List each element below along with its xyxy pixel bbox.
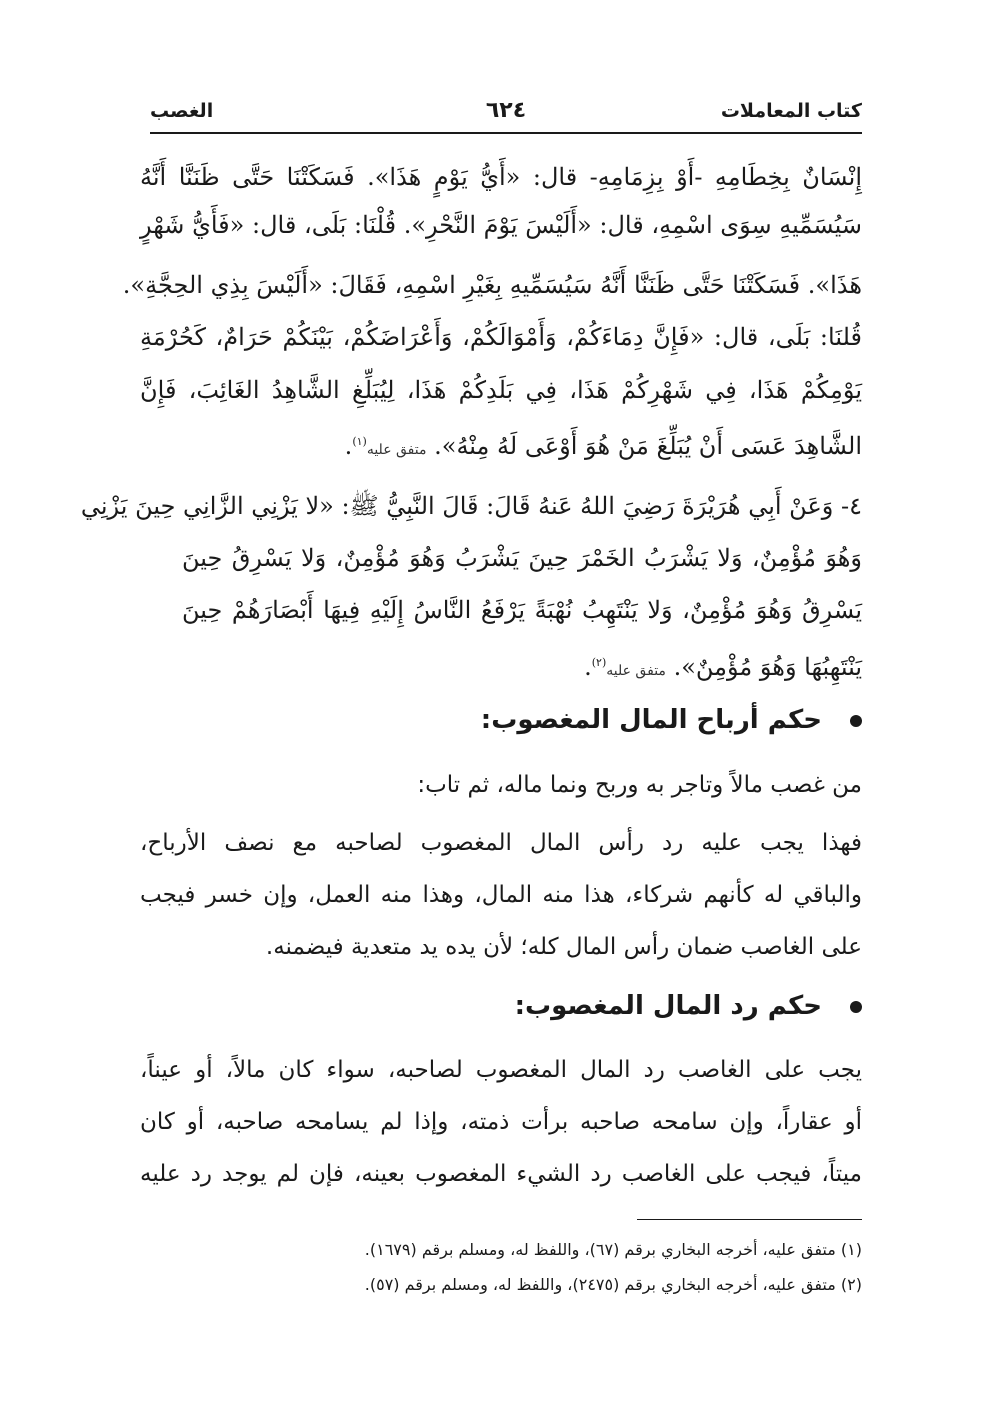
- section2-line: أو عقاراً، وإن سامحه صاحبه برأت ذمته، وإذا لم يسامحه صاحبه، أو كان: [140, 1109, 862, 1135]
- chapter-title: الغصب: [150, 100, 214, 122]
- hadith1-line: إِنْسَانٌ بِخِطَامِهِ -أَوْ بِزِمَامِهِ- قال: «أَيُّ يَوْمٍ هَذَا». فَسَكَتْنَا حَتَّى ظَنَنَّا أَنَّهُ: [140, 163, 862, 191]
- hadith1-line: سَيُسَمِّيهِ سِوَى اسْمِهِ، قال: «أَلَيْسَ يَوْمَ النَّحْرِ». قُلْنَا: بَلَى، قال: «فَأَيُّ شَهْرٍ: [140, 211, 862, 239]
- hadith2-text-end: يَنْتَهِبُهَا وَهُوَ مُؤْمِنٌ».: [673, 653, 862, 681]
- hadith1-line: يَوْمِكُمْ هَذَا، فِي شَهْرِكُمْ هَذَا، فِي بَلَدِكُمْ هَذَا، لِيُبَلِّغِ الشَّاهِدُ الغَائِبَ، فَإِنَّ: [140, 376, 862, 404]
- bullet-icon: [850, 1001, 862, 1013]
- bullet-icon: [850, 715, 862, 727]
- hadith2-line: يَسْرِقُ وَهُوَ مُؤْمِنٌ، وَلا يَنْتَهِبُ نُهْبَةً يَرْفَعُ النَّاسُ إِلَيْهِ فِيهَا أَبْصَارَهُمْ حِينَ: [182, 596, 862, 624]
- hadith2-line: وَهُوَ مُؤْمِنٌ، وَلا يَشْرَبُ الخَمْرَ حِينَ يَشْرَبُ وَهُوَ مُؤْمِنٌ، وَلا يَسْرِقُ حِينَ: [182, 544, 862, 572]
- hadith2-last-line: يَنْتَهِبُهَا وَهُوَ مُؤْمِنٌ». متفق عليه$^{(٢)}$.: [584, 653, 862, 681]
- hadith2-agreed-note: متفق عليه: [606, 663, 666, 679]
- section2-title: حكم رد المال المغصوب:: [514, 991, 822, 1021]
- hadith1-agreed-note: متفق عليه: [366, 442, 427, 458]
- footnote-ref-1: (١): [352, 435, 367, 448]
- hadith1-last-line: الشَّاهِدَ عَسَى أَنْ يُبَلِّغَ مَنْ هُوَ أَوْعَى لَهُ مِنْهُ». متفق عليه$^{(١)}$.: [344, 432, 862, 460]
- section1-last-line: على الغاصب ضمان رأس المال كله؛ لأن يده يد متعدية فيضمنه.: [265, 934, 862, 960]
- footnote-1: (١) متفق عليه، أخرجه البخاري برقم (٦٧)، واللفظ له، ومسلم برقم (١٦٧٩).: [364, 1240, 862, 1259]
- section1-line: والباقي له كأنهم شركاء، هذا منه المال، وهذا منه العمل، وإن خسر فيجب: [140, 882, 862, 908]
- hadith2-first-line: [80, 486, 862, 526]
- page-number: ٦٢٤: [485, 98, 527, 123]
- section-heading-return: [140, 986, 862, 1026]
- hadith2-line: وَعَنْ أَبِي هُرَيْرَةَ رَضِيَ اللهُ عَنهُ قَالَ: قَالَ النَّبِيُّ ﷺ: «لا يَزْنِي الزَّانِي حِينَ يَزْنِي: [80, 492, 834, 520]
- hadith2-number: ٤-: [841, 492, 862, 520]
- section2-line: ميتاً، فيجب على الغاصب رد الشيء المغصوب بعينه، فإن لم يوجد رد عليه: [140, 1161, 862, 1187]
- section-heading-profits: [140, 700, 862, 740]
- hadith1-text-end: الشَّاهِدَ عَسَى أَنْ يُبَلِّغَ مَنْ هُوَ أَوْعَى لَهُ مِنْهُ».: [434, 432, 862, 460]
- footnote-2: (٢) متفق عليه، أخرجه البخاري برقم (٢٤٧٥)، واللفظ له، ومسلم برقم (٥٧).: [364, 1275, 862, 1294]
- footnote-ref-2: (٢): [591, 656, 607, 669]
- page-header: [150, 96, 862, 130]
- hadith1-line: قُلنَا: بَلَى، قال: «فَإِنَّ دِمَاءَكُمْ، وَأَمْوَالَكُمْ، وَأَعْرَاضَكُمْ، بَيْنَكُمْ حَرَامٌ، كَحُرْمَةِ: [140, 323, 862, 351]
- section2-line: يجب على الغاصب رد المال المغصوب لصاحبه، سواء كان مالاً، أو عيناً،: [140, 1057, 862, 1083]
- section1-line: فهذا يجب عليه رد رأس المال المغصوب لصاحبه مع نصف الأرباح،: [140, 830, 862, 856]
- section1-title: حكم أرباح المال المغصوب:: [480, 705, 822, 735]
- section1-intro: من غصب مالاً وتاجر به وربح ونما ماله، ثم تاب:: [417, 772, 862, 798]
- hadith1-line: هَذَا». فَسَكَتْنَا حَتَّى ظَنَنَّا أَنَّهُ سَيُسَمِّيهِ بِغَيْرِ اسْمِهِ، فَقَالَ: «أَلَيْسَ بِذِي الحِجَّةِ».: [122, 271, 862, 299]
- header-divider: [150, 132, 862, 134]
- footnote-divider: [637, 1219, 862, 1220]
- book-title: كتاب المعاملات: [720, 100, 862, 122]
